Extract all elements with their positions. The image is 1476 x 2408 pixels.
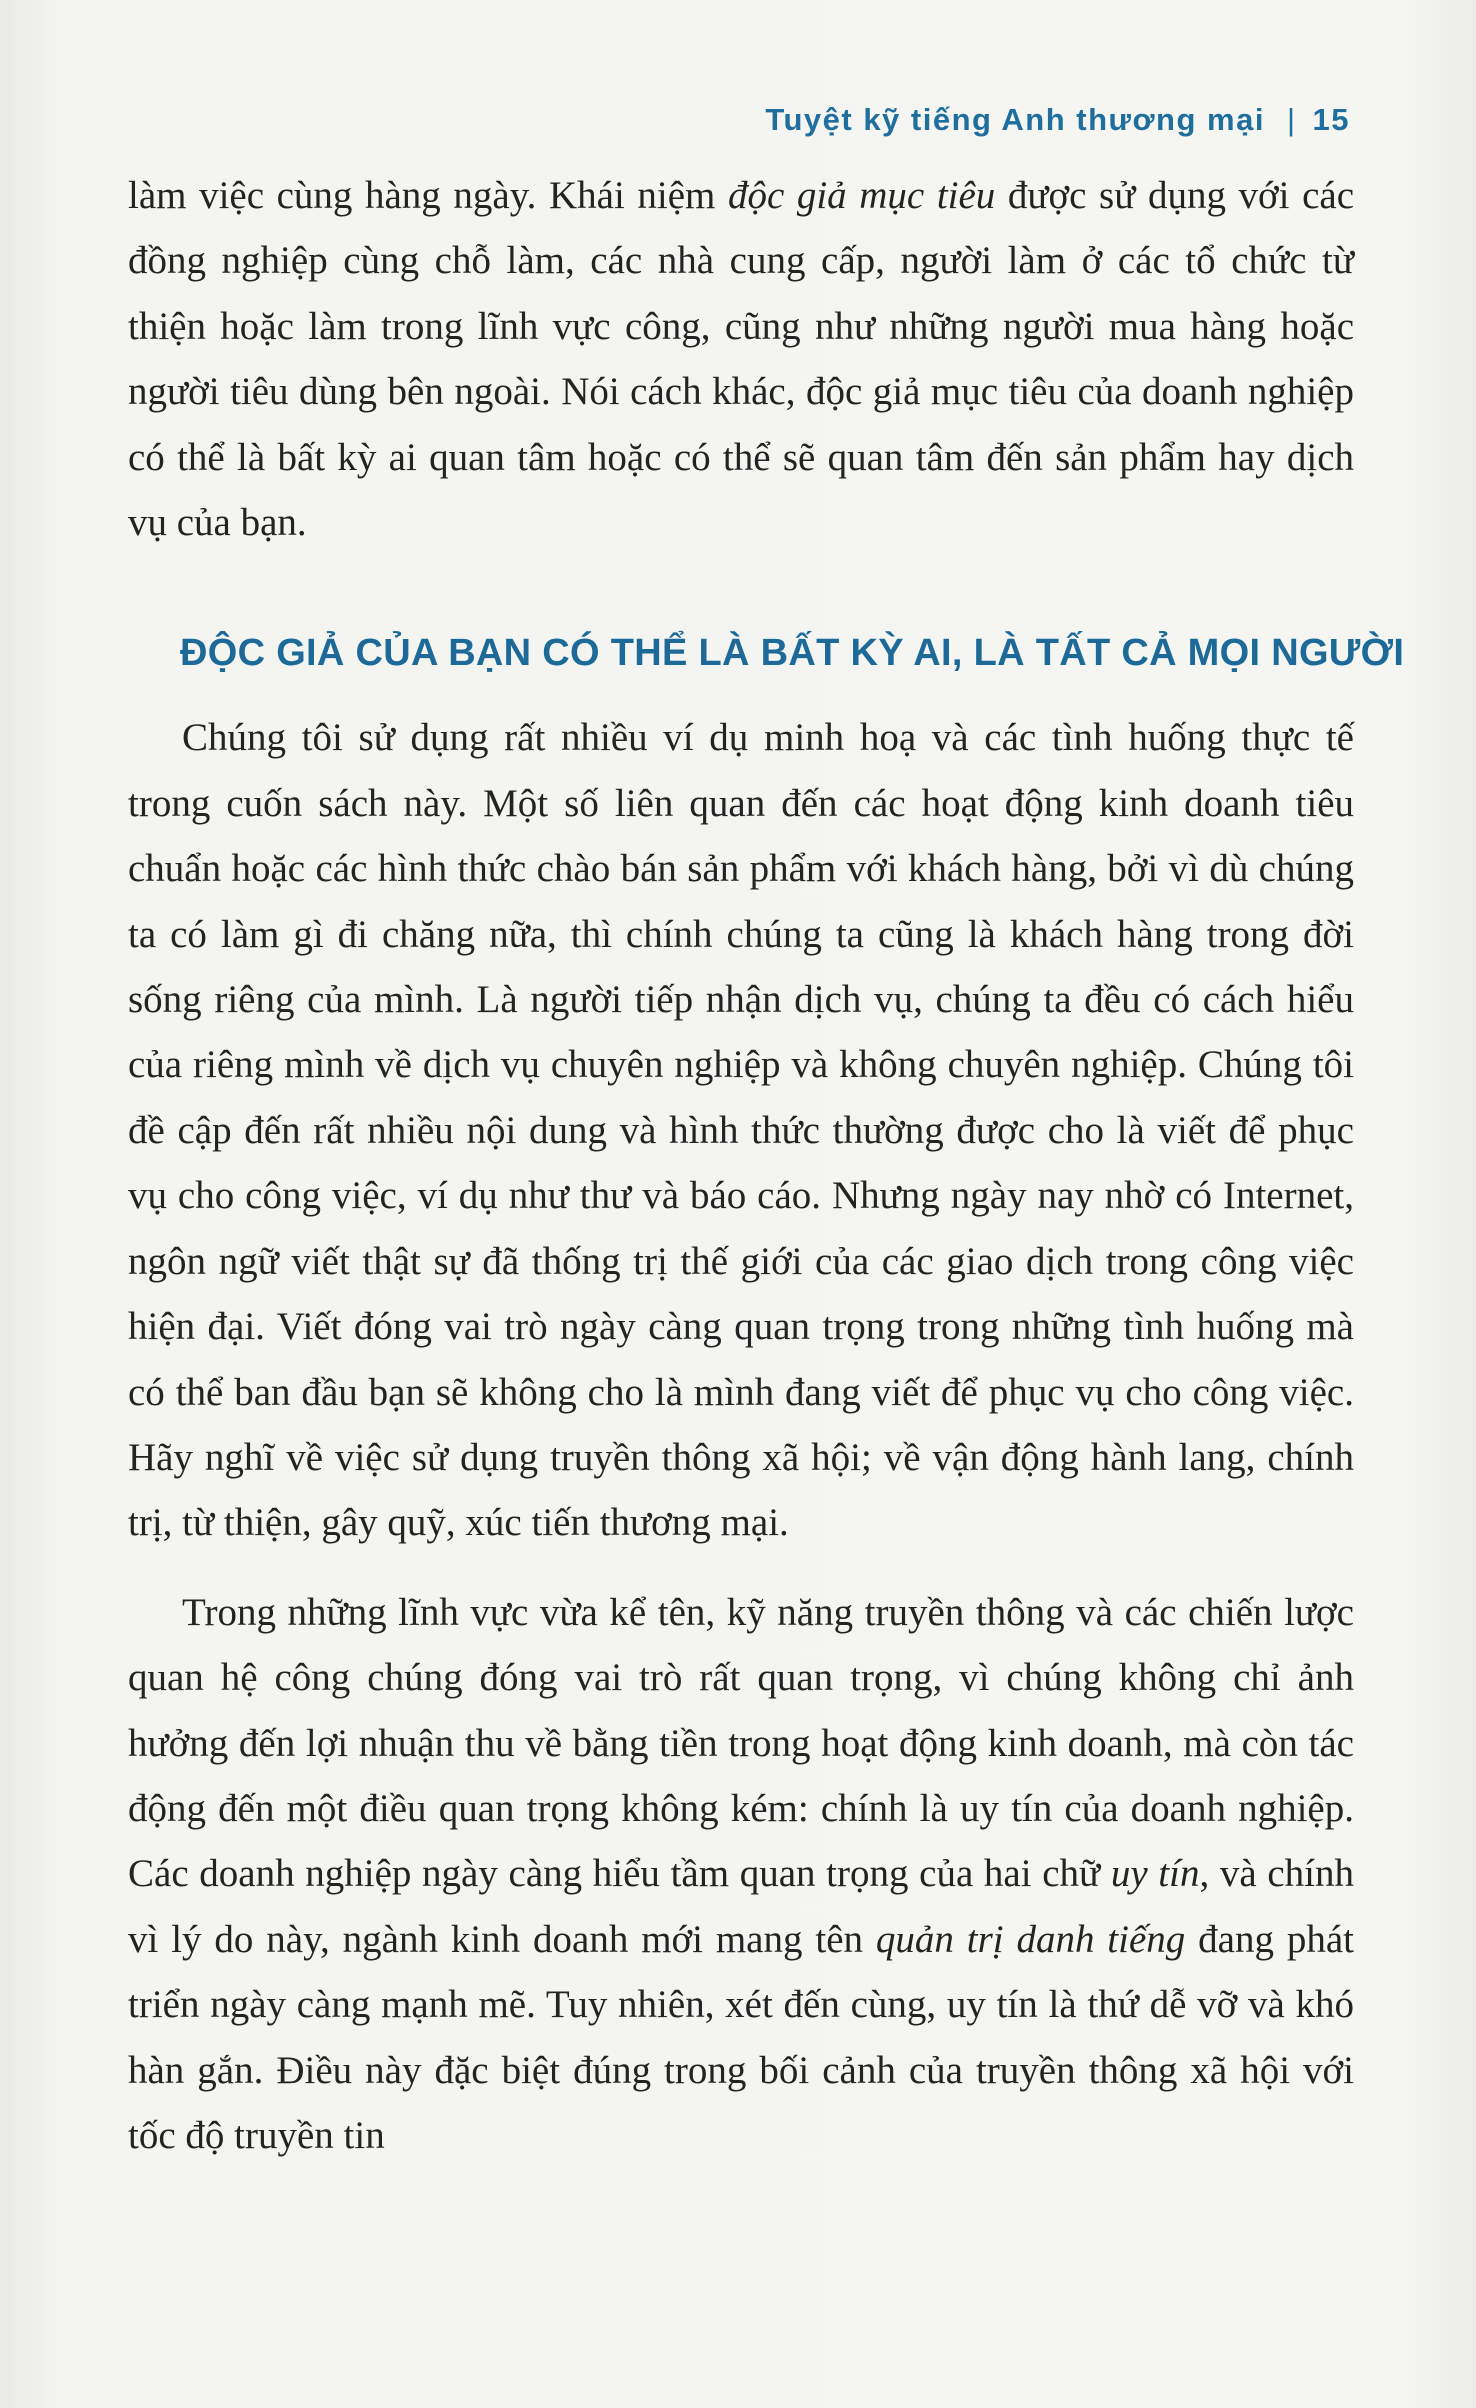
page-content	[128, 163, 1405, 2168]
section-heading: ĐỘC GIẢ CỦA BẠN CÓ THỂ LÀ BẤT KỲ AI, LÀ TẤT CẢ MỌI NGƯỜI	[180, 632, 1405, 675]
paragraph-text: đang phát triển ngày càng mạnh mẽ. Tuy nhiên, xét đến cùng, uy tín là thứ dễ vỡ và khó hàn gắn. Điều này đặc biệt đúng trong bối cảnh của truyền thông xã hội với tốc độ truyền tin	[128, 1917, 1354, 2157]
running-head-separator: |	[1286, 102, 1297, 137]
paragraph-reputation	[128, 1580, 1354, 2169]
running-head	[0, 102, 1350, 138]
paragraph-examples: Chúng tôi sử dụng rất nhiều ví dụ minh hoạ và các tình huống thực tế trong cuốn sách này. Một số liên quan đến các hoạt động kinh doanh tiêu chuẩn hoặc các hình thức chào bán sản phẩm với khách hàng, bởi vì dù chúng ta có làm gì đi chăng nữa, thì chính chúng ta cũng là khách hàng trong đời sống riêng của mình. Là người tiếp nhận dịch vụ, chúng ta đều có cách hiểu của riêng mình về dịch vụ chuyên nghiệp và không chuyên nghiệp. Chúng tôi đề cập đến rất nhiều nội dung và hình thức thường được cho là viết để phục vụ cho công việc, ví dụ như thư và báo cáo. Nhưng ngày nay nhờ có Internet, ngôn ngữ viết thật sự đã thống trị thế giới của các giao dịch trong công việc hiện đại. Viết đóng vai trò ngày càng quan trọng trong những tình huống mà có thể ban đầu bạn sẽ không cho là mình đang viết để phục vụ cho công việc. Hãy nghĩ về việc sử dụng truyền thông xã hội; về vận động hành lang, chính trị, từ thiện, gây quỹ, xúc tiến thương mại.	[128, 716, 1354, 1545]
paragraph-text: Trong những lĩnh vực vừa kể tên, kỹ năng truyền thông và các chiến lược quan hệ công chúng đóng vai trò rất quan trọng, vì chúng không chỉ ảnh hưởng đến lợi nhuận thu về bằng tiền trong hoạt động kinh doanh, mà còn tác động đến một điều quan trọng không kém: chính là uy tín của doanh nghiệp. Các doanh nghiệp ngày càng hiểu tầm quan trọng của hai chữ	[128, 1590, 1354, 1896]
italic-term-target-reader: độc giả mục tiêu	[727, 174, 996, 217]
page-number: 15	[1312, 102, 1350, 137]
running-head-title: Tuyệt kỹ tiếng Anh thương mại	[765, 102, 1265, 137]
paragraph-continued	[128, 163, 1354, 555]
paragraph-text: , và chính vì lý do này, ngành kinh doanh mới mang tên	[128, 1852, 1354, 1961]
paragraph-text: làm việc cùng hàng ngày. Khái niệm	[128, 174, 728, 217]
paragraph-text: được sử dụng với các đồng nghiệp cùng chỗ làm, các nhà cung cấp, người làm ở các tổ chức từ thiện hoặc làm trong lĩnh vực công, cũng như những người mua hàng hoặc người tiêu dùng bên ngoài. Nói cách khác, độc giả mục tiêu của doanh nghiệp có thể là bất kỳ ai quan tâm hoặc có thể sẽ quan tâm đến sản phẩm hay dịch vụ của bạn.	[128, 174, 1354, 545]
italic-term-reputation-management: quản trị danh tiếng	[875, 1917, 1186, 1961]
italic-term-reputation: uy tín	[1110, 1852, 1200, 1896]
